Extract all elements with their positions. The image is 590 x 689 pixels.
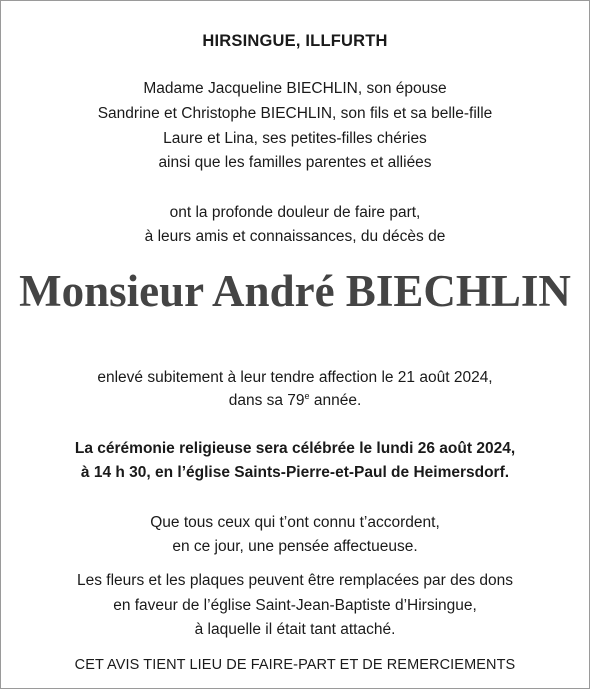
place-heading: HIRSINGUE, ILLFURTH: [202, 32, 388, 50]
age-suffix: année.: [309, 392, 362, 409]
ceremony-line-1: La cérémonie religieuse sera célébrée le lundi 26 août 2024,: [74, 440, 516, 457]
age-line: [1, 392, 589, 410]
family-line-granddaughters: Laure et Lina, ses petites-filles chéries: [163, 130, 427, 147]
ceremony-line-2: à 14 h 30, en l’église Saints-Pierre-et-Paul de Heimersdorf.: [80, 464, 510, 481]
remembrance-line-2: en ce jour, une pensée affectueuse.: [172, 538, 418, 555]
age-superscript: e: [304, 390, 310, 401]
announcement-line-2: à leurs amis et connaissances, du décès de: [144, 228, 446, 245]
flowers-line-1: Les fleurs et les plaques peuvent être remplacées par des dons: [77, 572, 513, 589]
family-line-spouse: Madame Jacqueline BIECHLIN, son épouse: [143, 80, 447, 97]
footer-notice: CET AVIS TIENT LIEU DE FAIRE-PART ET DE REMERCIEMENTS: [74, 657, 516, 673]
announcement-line-1: ont la profonde douleur de faire part,: [169, 204, 421, 221]
age-prefix: dans sa 79: [228, 392, 305, 409]
deceased-name: Monsieur André BIECHLIN: [19, 266, 571, 316]
family-line-son: Sandrine et Christophe BIECHLIN, son fils et sa belle-fille: [97, 105, 493, 122]
family-line-relatives: ainsi que les familles parentes et alliées: [158, 154, 432, 171]
flowers-line-3: à laquelle il était tant attaché.: [194, 621, 396, 638]
remembrance-line-1: Que tous ceux qui t’ont connu t’accordent,: [150, 514, 440, 531]
passing-date-line: enlevé subitement à leur tendre affection le 21 août 2024,: [97, 369, 493, 386]
flowers-line-2: en faveur de l’église Saint-Jean-Baptiste d’Hirsingue,: [113, 597, 477, 614]
